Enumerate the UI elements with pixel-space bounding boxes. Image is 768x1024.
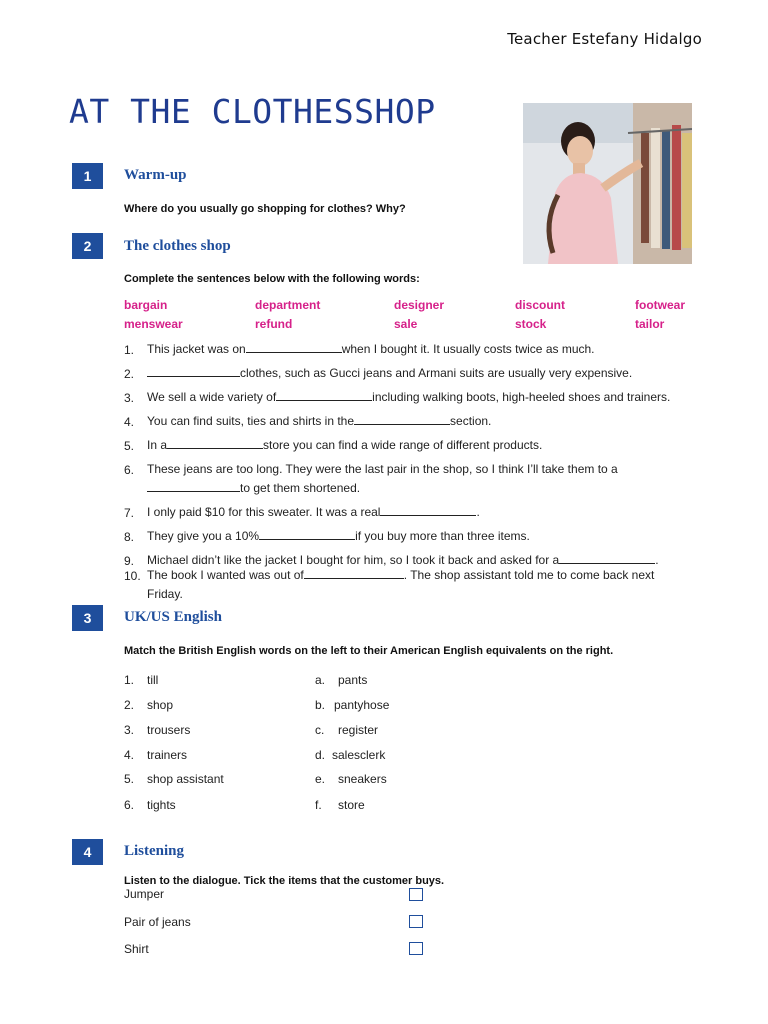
word-bank-item: menswear xyxy=(124,317,183,331)
word-bank-item: sale xyxy=(394,317,418,331)
sentence-number: 10. xyxy=(124,569,141,583)
word-bank-item: department xyxy=(255,298,321,312)
answer-blank[interactable] xyxy=(559,552,655,564)
match-left-word: shop xyxy=(147,698,174,712)
listening-item: Pair of jeans xyxy=(124,915,191,929)
match-left-number: 1. xyxy=(124,673,135,687)
page-title: AT THE CLOTHESSHOP xyxy=(69,92,436,131)
match-left-number: 5. xyxy=(124,772,135,786)
sentence-text: when I bought it. It usually costs twice as much. xyxy=(341,342,595,356)
word-bank-item: bargain xyxy=(124,298,168,312)
answer-blank[interactable] xyxy=(304,567,404,579)
match-right-word: store xyxy=(338,798,365,812)
sentence-text: clothes, such as Gucci jeans and Armani suits are usually very expensive. xyxy=(240,366,633,380)
tick-checkbox[interactable] xyxy=(409,888,423,901)
tick-checkbox[interactable] xyxy=(409,915,423,928)
uk-us-instruction: Match the British English words on the left to their American English equivalents on the right. xyxy=(124,645,614,657)
match-left-word: tights xyxy=(147,798,176,812)
sentence-text: Friday. xyxy=(147,587,183,601)
word-bank-item: discount xyxy=(515,298,565,312)
teacher-name: Teacher Estefany Hidalgo xyxy=(507,30,702,48)
sentence-text: to get them shortened. xyxy=(240,481,361,495)
section-1-number: 1 xyxy=(72,163,103,189)
section-4-title: Listening xyxy=(124,843,185,859)
sentence-7 xyxy=(147,503,480,522)
sentence-text: . xyxy=(655,553,659,567)
tick-checkbox[interactable] xyxy=(409,942,423,955)
sentence-number: 3. xyxy=(124,391,135,405)
sentence-text: I only paid $10 for this sweater. It was a real xyxy=(147,505,381,519)
sentence-text: section. xyxy=(450,414,492,428)
match-right-letter: f. xyxy=(315,798,322,812)
sentence-text: These jeans are too long. They were the last pair in the shop, so I think I’ll take them to a xyxy=(147,462,618,476)
match-left-number: 6. xyxy=(124,798,135,812)
word-bank-item: footwear xyxy=(635,298,686,312)
answer-blank[interactable] xyxy=(147,480,240,492)
sentence-4 xyxy=(147,412,491,431)
match-right-letter: d. xyxy=(315,748,326,762)
match-right-word: register xyxy=(338,723,379,737)
match-left-number: 2. xyxy=(124,698,135,712)
sentence-number: 6. xyxy=(124,463,135,477)
sentence-number: 5. xyxy=(124,439,135,453)
sentence-text: This jacket was on xyxy=(147,342,246,356)
match-left-word: trainers xyxy=(147,748,188,762)
sentence-text: including walking boots, high-heeled shoes and trainers. xyxy=(372,390,671,404)
sentence-6 xyxy=(147,460,688,498)
match-left-number: 4. xyxy=(124,748,135,762)
match-right-word: pants xyxy=(338,673,368,687)
sentence-number: 9. xyxy=(124,554,135,568)
sentence-text: . xyxy=(476,505,480,519)
sentence-text: We sell a wide variety of xyxy=(147,390,277,404)
answer-blank[interactable] xyxy=(259,528,355,540)
listening-instruction: Listen to the dialogue. Tick the items that the customer buys. xyxy=(124,875,445,887)
sentence-number: 4. xyxy=(124,415,135,429)
match-left-word: shop assistant xyxy=(147,772,224,786)
sentence-2 xyxy=(147,364,632,383)
sentence-text: The book I wanted was out of xyxy=(147,568,304,582)
word-bank-item: tailor xyxy=(635,317,665,331)
sentence-text: In a xyxy=(147,438,168,452)
section-3-title: UK/US English xyxy=(124,609,222,625)
match-left-word: trousers xyxy=(147,723,191,737)
photo-illustration xyxy=(523,103,692,264)
match-right-word: sneakers xyxy=(338,772,387,786)
sentence-1 xyxy=(147,340,595,359)
section-2-number: 2 xyxy=(72,233,103,259)
match-right-word: pantyhose xyxy=(334,698,390,712)
sentence-text: . The shop assistant told me to come back next xyxy=(403,568,655,582)
match-left-number: 3. xyxy=(124,723,135,737)
match-right-letter: b. xyxy=(315,698,326,712)
section-1-title: Warm-up xyxy=(124,167,187,183)
match-right-letter: c. xyxy=(315,723,325,737)
answer-blank[interactable] xyxy=(147,365,240,377)
section-4-number: 4 xyxy=(72,839,103,865)
clothes-shop-instruction: Complete the sentences below with the following words: xyxy=(124,273,420,285)
match-right-letter: a. xyxy=(315,673,326,687)
answer-blank[interactable] xyxy=(167,437,263,449)
sentence-text: You can find suits, ties and shirts in the xyxy=(147,414,355,428)
sentence-number: 8. xyxy=(124,530,135,544)
section-3-number: 3 xyxy=(72,605,103,631)
listening-item: Shirt xyxy=(124,942,149,956)
match-left-word: till xyxy=(147,673,159,687)
sentence-8 xyxy=(147,527,530,546)
word-bank-item: stock xyxy=(515,317,547,331)
word-bank-item: designer xyxy=(394,298,445,312)
shopping-woman-photo xyxy=(523,103,692,264)
sentence-text: They give you a 10% xyxy=(147,529,260,543)
sentence-text: store you can find a wide range of different products. xyxy=(263,438,543,452)
answer-blank[interactable] xyxy=(380,504,476,516)
sentence-number: 2. xyxy=(124,367,135,381)
match-right-letter: e. xyxy=(315,772,326,786)
sentence-10 xyxy=(147,566,692,604)
warmup-question: Where do you usually go shopping for clothes? Why? xyxy=(124,203,406,215)
sentence-text: if you buy more than three items. xyxy=(355,529,530,543)
sentence-number: 7. xyxy=(124,506,135,520)
sentence-3 xyxy=(147,388,670,407)
listening-item: Jumper xyxy=(124,887,165,901)
sentence-text: Michael didn’t like the jacket I bought for him, so I took it back and asked for a xyxy=(147,553,560,567)
answer-blank[interactable] xyxy=(246,341,342,353)
match-right-word: salesclerk xyxy=(332,748,386,762)
word-bank-item: refund xyxy=(255,317,293,331)
section-2-title: The clothes shop xyxy=(124,238,231,254)
sentence-5 xyxy=(147,436,542,455)
answer-blank[interactable] xyxy=(354,413,450,425)
answer-blank[interactable] xyxy=(276,389,372,401)
sentence-number: 1. xyxy=(124,343,135,357)
